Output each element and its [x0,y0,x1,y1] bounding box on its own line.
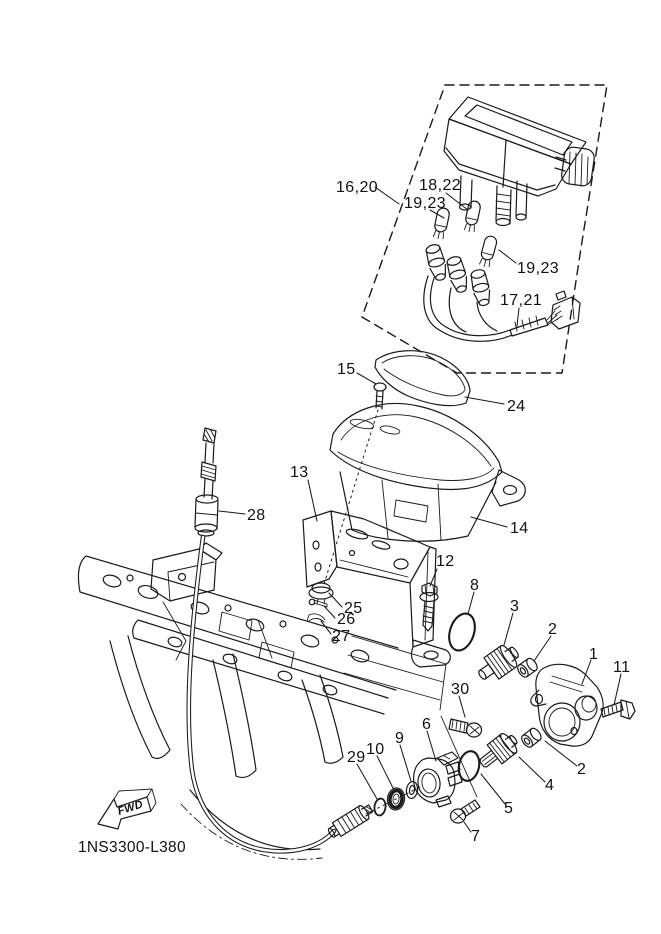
clip-27-drawing [307,614,325,622]
part-label-24: 24 [507,398,526,415]
part-label-16-20: 16,20 [336,179,379,196]
bolt-11-drawing [601,700,635,719]
part-label-27: 27 [332,628,351,645]
part-label-18-22: 18,22 [419,177,462,194]
callout-box [362,85,607,373]
part-label-25: 25 [344,600,363,617]
fwd-arrow [98,789,156,829]
part-label-13: 13 [290,464,309,481]
part-label-10: 10 [366,741,385,758]
bulb-19-23-right-drawing [478,235,498,268]
oring-5-drawing [456,749,482,783]
part-label-4: 4 [545,777,555,794]
part-label-15: 15 [337,361,356,378]
part-label-17-21: 17,21 [500,292,543,309]
meter-unit-drawing [444,97,595,226]
part-label-6: 6 [422,716,432,733]
bushing-2-lower-drawing [520,726,544,749]
bushing-2-upper-drawing [516,657,540,679]
oring-8-drawing [445,610,480,654]
visor-24-drawing [375,351,470,406]
part-label-7: 7 [471,828,481,845]
washer-9-drawing [405,781,418,799]
part-label-12: 12 [436,553,455,570]
part-label-29: 29 [347,749,366,766]
part-label-26: 26 [337,611,356,628]
part-labels [247,177,630,845]
leader-lines [219,187,621,832]
part-label-28: 28 [247,507,266,524]
part-label-30: 30 [451,681,470,698]
bolt-12-drawing [420,583,438,631]
bulb-18-22-drawing [463,200,481,233]
gear-3-drawing [473,640,524,687]
part-label-2-upper: 2 [548,621,558,638]
connector-drawing [551,291,580,329]
part-label-9: 9 [395,730,405,747]
part-label-2-lower: 2 [577,761,587,778]
screw-30-drawing [449,719,482,737]
fwd-arrow-label: FWD [116,798,145,818]
part-label-11: 11 [613,659,631,676]
part-label-19-23-a: 19,23 [404,195,447,212]
screw-7-drawing [451,800,481,823]
part-label-1: 1 [589,646,599,663]
part-label-14: 14 [510,520,529,537]
part-label-19-23-b: 19,23 [517,260,560,277]
gear-housing-1-drawing [531,664,603,746]
part-label-3: 3 [510,598,520,615]
meter-housing-14-drawing [330,404,525,542]
part-label-8: 8 [470,577,480,594]
cable-28-drawing [195,428,218,536]
cable-run-drawing [189,537,334,851]
part-label-5: 5 [504,800,514,817]
gear-4-drawing [475,729,523,774]
oring-29-drawing [373,798,386,816]
part-code-text: 1NS3300-L380 [78,839,186,856]
